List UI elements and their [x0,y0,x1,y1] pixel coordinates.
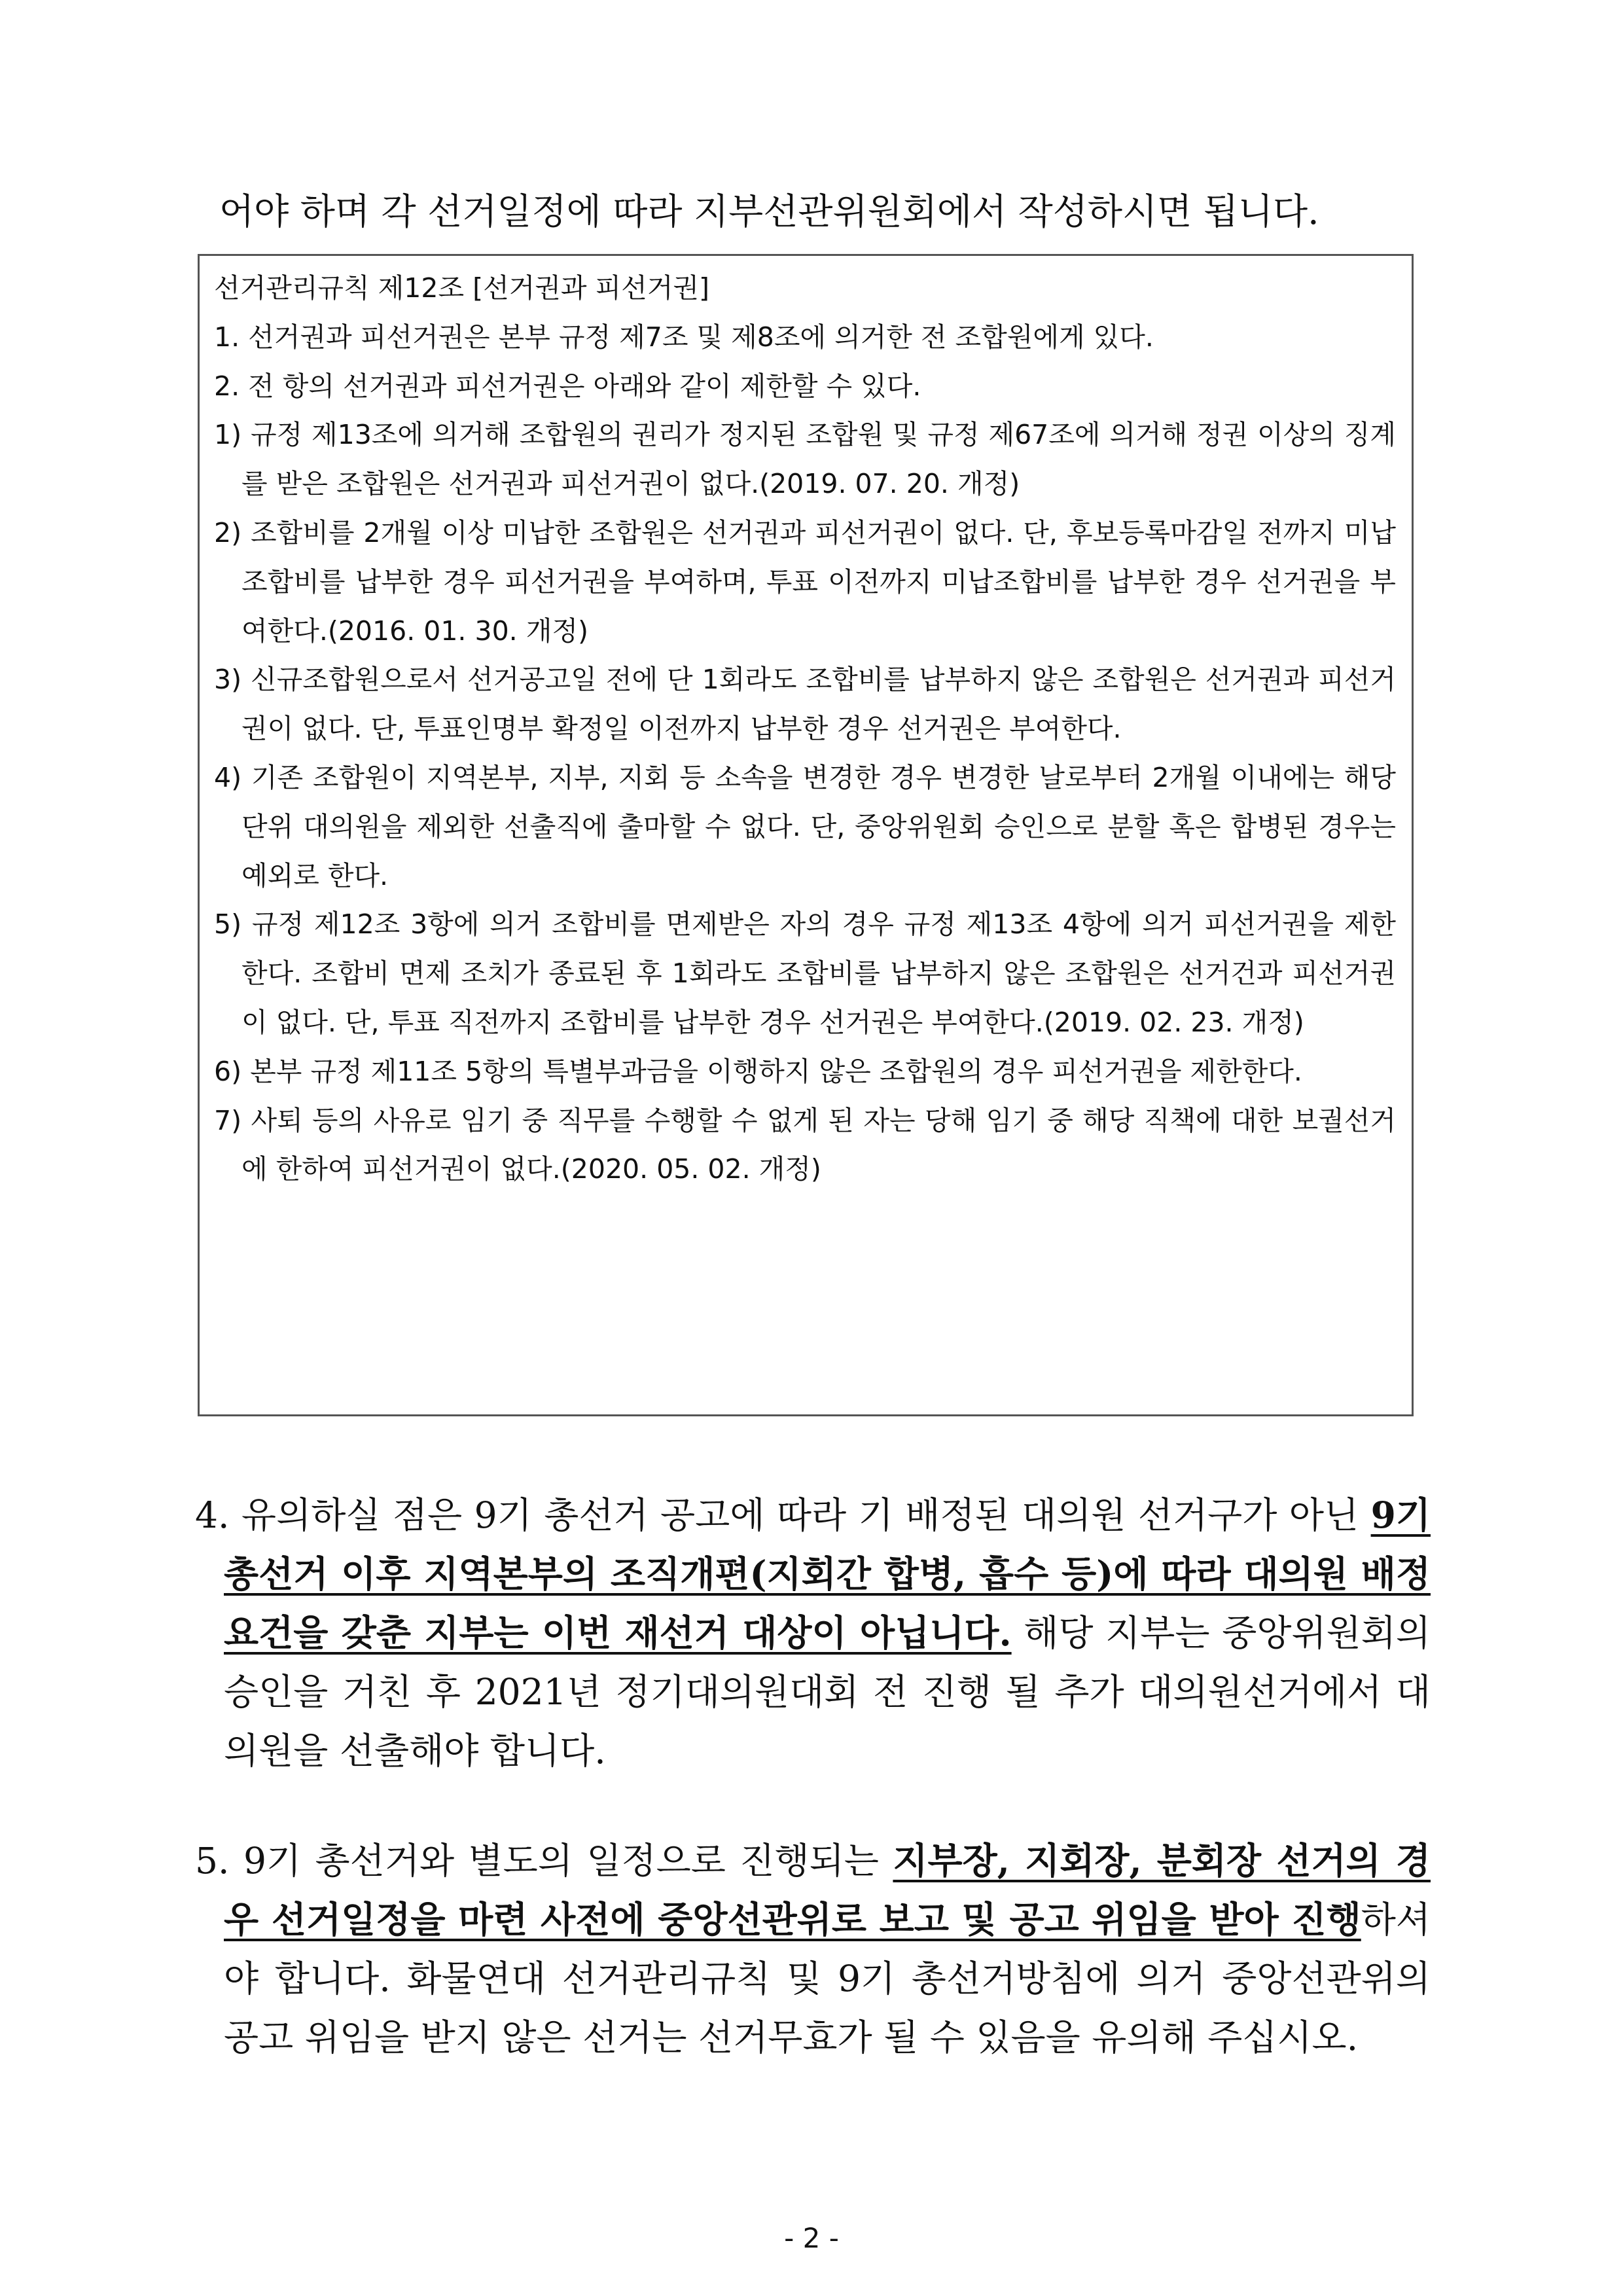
paragraph-4-text-start: 4. 유의하실 점은 9기 총선거 공고에 따라 기 배정된 대의원 선거구가 아닌 [195,1494,1371,1536]
page-number: - 2 - [784,2222,839,2254]
rules-item-5: 5) 규정 제12조 3항에 의거 조합비를 면제받은 자의 경우 규정 제13조 4항에 의거 피선거권을 제한한다. 조합비 면제 조치가 종료된 후 1회라도 조합비를 납부하지 않은 조합원은 선거건과 피선거권이 없다. 단, 투표 직전까지 조합비를 납부한 경우 선거권은 부여한다.(2019. 02. 23. 개정) [214,908,1396,1038]
paragraph-5-text-start: 5. 9기 총선거와 별도의 일정으로 진행되는 [195,1840,893,1882]
paragraph-4 [195,1486,1431,1787]
rules-item-7: 7) 사퇴 등의 사유로 임기 중 직무를 수행할 수 없게 된 자는 당해 임기 중 해당 직책에 대한 보궐선거에 한하여 피선거권이 없다.(2020. 05. 02. 개정) [214,1104,1396,1185]
rules-item-6: 6) 본부 규정 제11조 5항의 특별부과금을 이행하지 않은 조합원의 경우 피선거권을 제한한다. [214,1055,1302,1087]
rules-item-1: 1) 규정 제13조에 의거해 조합원의 권리가 정지된 조합원 및 규정 제67조에 의거해 정권 이상의 징계를 받은 조합원은 선거권과 피선거권이 없다.(2019. 07. 20. 개정) [214,419,1396,500]
election-rules-box [198,254,1414,1416]
intro-continuation-line: 어야 하며 각 선거일정에 따라 지부선관위원회에서 작성하시면 됩니다. [219,190,1319,232]
paragraph-5-emphasis: 지부장, 지회장, 분회장 선거의 경우 선거일정을 마련 사전에 중앙선관위로 보고 및 공고 위임을 받아 진행 [224,1839,1431,1941]
paragraph-5-text-end: 하셔야 합니다. 화물연대 선거관리규칙 및 9기 총선거방침에 의거 중앙선관위의 공고 위임을 받지 않은 선거는 선거무효가 될 수 있음을 유의해 주십시오. [224,1899,1431,2058]
rules-item-3: 3) 신규조합원으로서 선거공고일 전에 단 1회라도 조합비를 납부하지 않은 조합원은 선거권과 피선거권이 없다. 단, 투표인명부 확정일 이전까지 납부한 경우 선거권은 부여한다. [214,664,1396,745]
paragraph-4-text-end: 해당 지부는 중앙위원회의 승인을 거친 후 2021년 정기대의원대회 전 진행 될 추가 대의원선거에서 대의원을 선출해야 합니다. [224,1612,1431,1772]
rules-line-1: 1. 선거권과 피선거권은 본부 규정 제7조 및 제8조에 의거한 전 조합원에게 있다. [214,321,1154,353]
rules-item-4: 4) 기존 조합원이 지역본부, 지부, 지회 등 소속을 변경한 경우 변경한 날로부터 2개월 이내에는 해당 단위 대의원을 제외한 선출직에 출마할 수 없다. 단, 중앙위원회 승인으로 분할 혹은 합병된 경우는 예외로 한다. [214,761,1396,891]
rules-box-title: 선거관리규칙 제12조 [선거권과 피선거권] [214,272,709,304]
rules-item-2: 2) 조합비를 2개월 이상 미납한 조합원은 선거권과 피선거권이 없다. 단, 후보등록마감일 전까지 미납조합비를 납부한 경우 피선거권을 부여하며, 투표 이전까지 미납조합비를 납부한 경우 선거권을 부여한다.(2016. 01. 30. 개정) [214,516,1396,647]
paragraph-4-emphasis: 9기 총선거 이후 지역본부의 조직개편(지회간 합병, 흡수 등)에 따라 대의원 배정 요건을 갖춘 지부는 이번 재선거 대상이 아닙니다. [224,1494,1431,1654]
rules-line-2: 2. 전 항의 선거권과 피선거권은 아래와 같이 제한할 수 있다. [214,370,921,402]
paragraph-5 [195,1831,1431,2198]
